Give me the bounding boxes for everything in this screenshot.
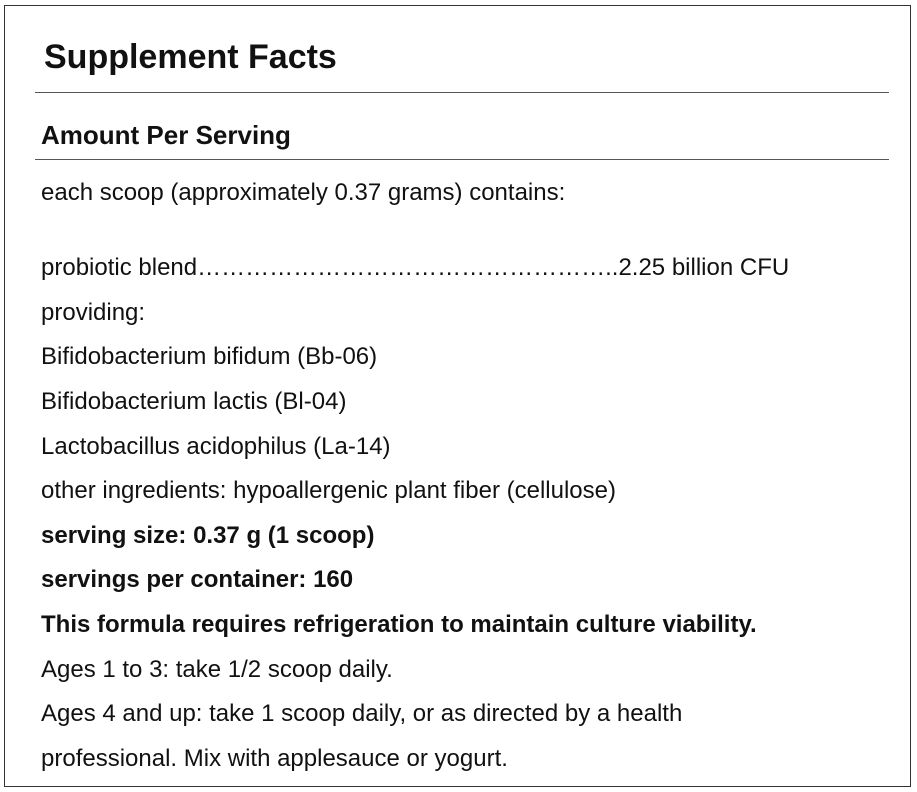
- serving-size-text: serving size: 0.37 g (1 scoop): [41, 522, 375, 549]
- servings-per-container-text: servings per container: 160: [41, 566, 354, 593]
- heading-divider: [35, 159, 889, 160]
- amount-per-serving-heading: Amount Per Serving: [41, 120, 291, 150]
- strain-item: Bifidobacterium bifidum (Bb-06): [41, 343, 378, 370]
- directions-ages-4-up-line1: Ages 4 and up: take 1 scoop daily, or as directed by a health: [41, 700, 683, 727]
- strain-item: Lactobacillus acidophilus (La-14): [41, 433, 391, 460]
- probiotic-blend-line: probiotic blend……………………………………………..2.25 billion CFU: [41, 254, 790, 281]
- strain-item: Bifidobacterium lactis (Bl-04): [41, 388, 347, 415]
- directions-ages-4-up-line2: professional. Mix with applesauce or yogurt.: [41, 745, 508, 772]
- directions-ages-1-3: Ages 1 to 3: take 1/2 scoop daily.: [41, 656, 393, 683]
- supplement-facts-panel: [4, 5, 911, 787]
- other-ingredients-text: other ingredients: hypoallergenic plant fiber (cellulose): [41, 477, 616, 504]
- panel-title: Supplement Facts: [44, 38, 337, 76]
- providing-text: providing:: [41, 299, 146, 326]
- refrigeration-note: This formula requires refrigeration to maintain culture viability.: [41, 611, 757, 638]
- scoop-intro-text: each scoop (approximately 0.37 grams) contains:: [41, 179, 566, 206]
- title-divider: [35, 92, 889, 93]
